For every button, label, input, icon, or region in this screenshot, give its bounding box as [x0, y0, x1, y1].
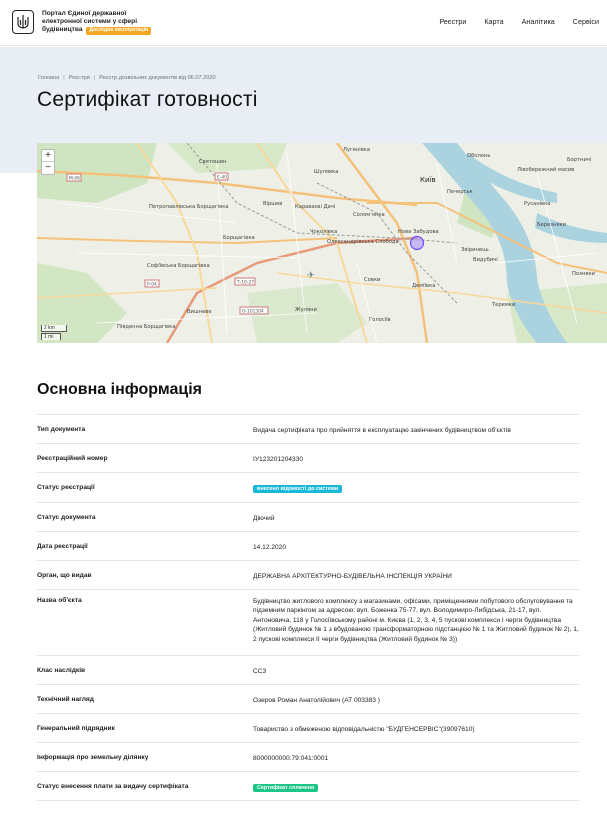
- map-label: Лівобережний масив: [517, 167, 575, 173]
- info-row-issuer: [37, 560, 579, 589]
- row-label: Статус документа: [37, 514, 96, 521]
- row-label: Дата реєстрації: [37, 543, 88, 550]
- info-row-contractor: [37, 713, 579, 742]
- row-value: [253, 473, 579, 502]
- location-marker[interactable]: [411, 237, 424, 250]
- nav-registries[interactable]: Реєстри: [439, 17, 467, 26]
- row-label: Генеральний підрядник: [37, 725, 115, 732]
- road-shield: М-06: [69, 176, 80, 182]
- map-label: Теремки: [492, 302, 516, 308]
- row-value: 14.12.2020: [253, 544, 287, 551]
- row-value: Товариство з обмеженою відповідальністю "БУДГЕНСЕРВІС"(39097610): [253, 726, 475, 733]
- map-label: Нова Забудова: [398, 229, 439, 235]
- road-shield: Е-40: [217, 175, 227, 181]
- info-row-fee: [37, 771, 579, 801]
- row-value: Діючий: [253, 515, 275, 522]
- map-label: Чоколівка: [310, 229, 338, 235]
- row-label: Інформація про земельну ділянку: [37, 754, 149, 761]
- road-shield: Т-10-27: [237, 280, 255, 286]
- trident-icon: [12, 10, 34, 34]
- portal-title-text: Портал Єдиної державної електронної системи у сфері будівництва: [42, 10, 138, 34]
- map-label: Вишневе: [187, 309, 212, 315]
- info-row-object: [37, 589, 579, 655]
- row-label: Орган, що видав: [37, 572, 92, 579]
- road-shield: О-101304: [242, 309, 264, 315]
- row-value: Будівництво житлового комплексу з магазинами, офісами, приміщеннями побутового обслуговування та підземним паркінгом за адресою: вул. Боженка 75-77, вул. Володимиро-Либідська, 21-17, вул. Антоновича, 118 у Голосіївському районі м. Києва (1, 2, 3, 4, 5 пускові комплекси І черги будівництва (Житловий будинок № 1 з вбудованою трансформаторною підстанцією № 1 та Житловий будинок № 2), 1, 2 пускові комплекси ІІ черги будівництва (Житловий будинок № 3)): [253, 598, 579, 643]
- row-label: Реєстраційний номер: [37, 455, 108, 462]
- row-label: Назва об'єкта: [37, 597, 82, 604]
- info-row-class: [37, 655, 579, 684]
- info-table: [37, 414, 579, 801]
- road-shield: Р-04: [147, 282, 157, 288]
- map-label: Печерськ: [447, 189, 473, 195]
- map-label: Соломʼянка: [353, 212, 385, 218]
- info-row-supervision: [37, 684, 579, 713]
- nav-map[interactable]: Карта: [484, 17, 504, 26]
- map-zoom-control: [41, 149, 55, 175]
- row-value: СС3: [253, 668, 267, 675]
- map-label: Видубичі: [473, 257, 498, 263]
- map-label: Звіринець: [461, 247, 489, 253]
- breadcrumb-home[interactable]: Головна: [38, 75, 60, 81]
- map-view[interactable]: [37, 143, 607, 343]
- svg-text:✈: ✈: [307, 270, 315, 280]
- row-label: Технічний нагляд: [37, 696, 94, 703]
- map-label: Бортничі: [567, 157, 592, 163]
- map-label: Південна Борщагівка: [117, 324, 176, 330]
- portal-logo[interactable]: [12, 10, 162, 35]
- map-label: Петропавлівська Борщагівка: [149, 204, 229, 210]
- info-row-doc-status: [37, 502, 579, 531]
- map-label: Київ: [420, 176, 436, 184]
- zoom-in-button[interactable]: +: [42, 150, 54, 162]
- row-value: ДЕРЖАВНА АРХІТЕКТУРНО-БУДІВЕЛЬНА ІНСПЕКЦІЯ УКРАЇНИ: [253, 573, 452, 580]
- map-label: Жуляни: [295, 307, 317, 313]
- map-label: Оболонь: [467, 153, 491, 159]
- beta-badge: Дослідна експлуатація: [86, 27, 151, 34]
- nav-services[interactable]: Сервіси: [572, 17, 599, 26]
- info-row-reg-status: [37, 472, 579, 502]
- map-scale: [41, 325, 67, 341]
- nav-analytics[interactable]: Аналітика: [521, 17, 555, 26]
- main-nav: [439, 17, 599, 26]
- map-label: Лугенівка: [343, 147, 371, 153]
- zoom-out-button[interactable]: −: [45, 162, 51, 173]
- info-row-reg-number: [37, 443, 579, 472]
- map-label: Позняки: [572, 271, 595, 277]
- row-label: Статус реєстрації: [37, 484, 95, 491]
- breadcrumb-separator: |: [63, 75, 65, 81]
- info-row-doc-type: [37, 414, 579, 443]
- scale-mi: 1 mi: [41, 333, 61, 340]
- fee-status-badge: Сертифікат сплачено: [253, 784, 318, 792]
- status-badge: внесено відомості до системи: [253, 485, 342, 493]
- map-label: Борщагівка: [223, 235, 255, 241]
- map-canvas: [37, 143, 607, 343]
- map-label: Русанівка: [524, 201, 551, 207]
- info-row-land: [37, 742, 579, 771]
- map-label: Березняки: [537, 222, 567, 228]
- breadcrumb-registries[interactable]: Реєстри: [68, 75, 90, 81]
- map-label: Віршев: [263, 201, 283, 207]
- row-value: ІУ123201204330: [253, 456, 304, 463]
- map-label: Голосіїв: [369, 317, 391, 323]
- map-label: Совки: [364, 277, 381, 283]
- breadcrumb-separator: |: [93, 75, 96, 81]
- breadcrumb-current: Реєстр дозвільних документів від 06.07.2020: [99, 75, 216, 81]
- breadcrumb: [38, 75, 216, 81]
- map-label: Олександрівська Слобода: [327, 239, 399, 245]
- row-value: Видача сертифіката про прийняття в експлуатацію закінчених будівництвом об'єктів: [253, 427, 511, 434]
- section-title: Основна інформація: [37, 381, 202, 398]
- info-row-reg-date: [37, 531, 579, 560]
- scale-km: 2 km: [41, 325, 67, 332]
- row-label: Клас наслідків: [37, 667, 86, 674]
- map-label: Софіївська Борщагівка: [147, 263, 210, 269]
- map-label: Святошин: [199, 159, 227, 165]
- top-header: [0, 0, 607, 46]
- map-label: Шулявка: [314, 169, 339, 175]
- page-title: Сертифікат готовності: [37, 88, 258, 111]
- row-label: Тип документа: [37, 426, 86, 433]
- row-value: Озеров Роман Анатолійович (АТ 003383 ): [253, 697, 380, 704]
- portal-title: [42, 10, 162, 35]
- row-value: [253, 772, 579, 800]
- map-label: Деміївка: [412, 283, 436, 289]
- map-label: Караваєві Дачі: [295, 204, 336, 210]
- row-label: Статус внесення плати за видачу сертифіката: [37, 783, 189, 790]
- row-value: 8000000000:79:041:0001: [253, 755, 329, 762]
